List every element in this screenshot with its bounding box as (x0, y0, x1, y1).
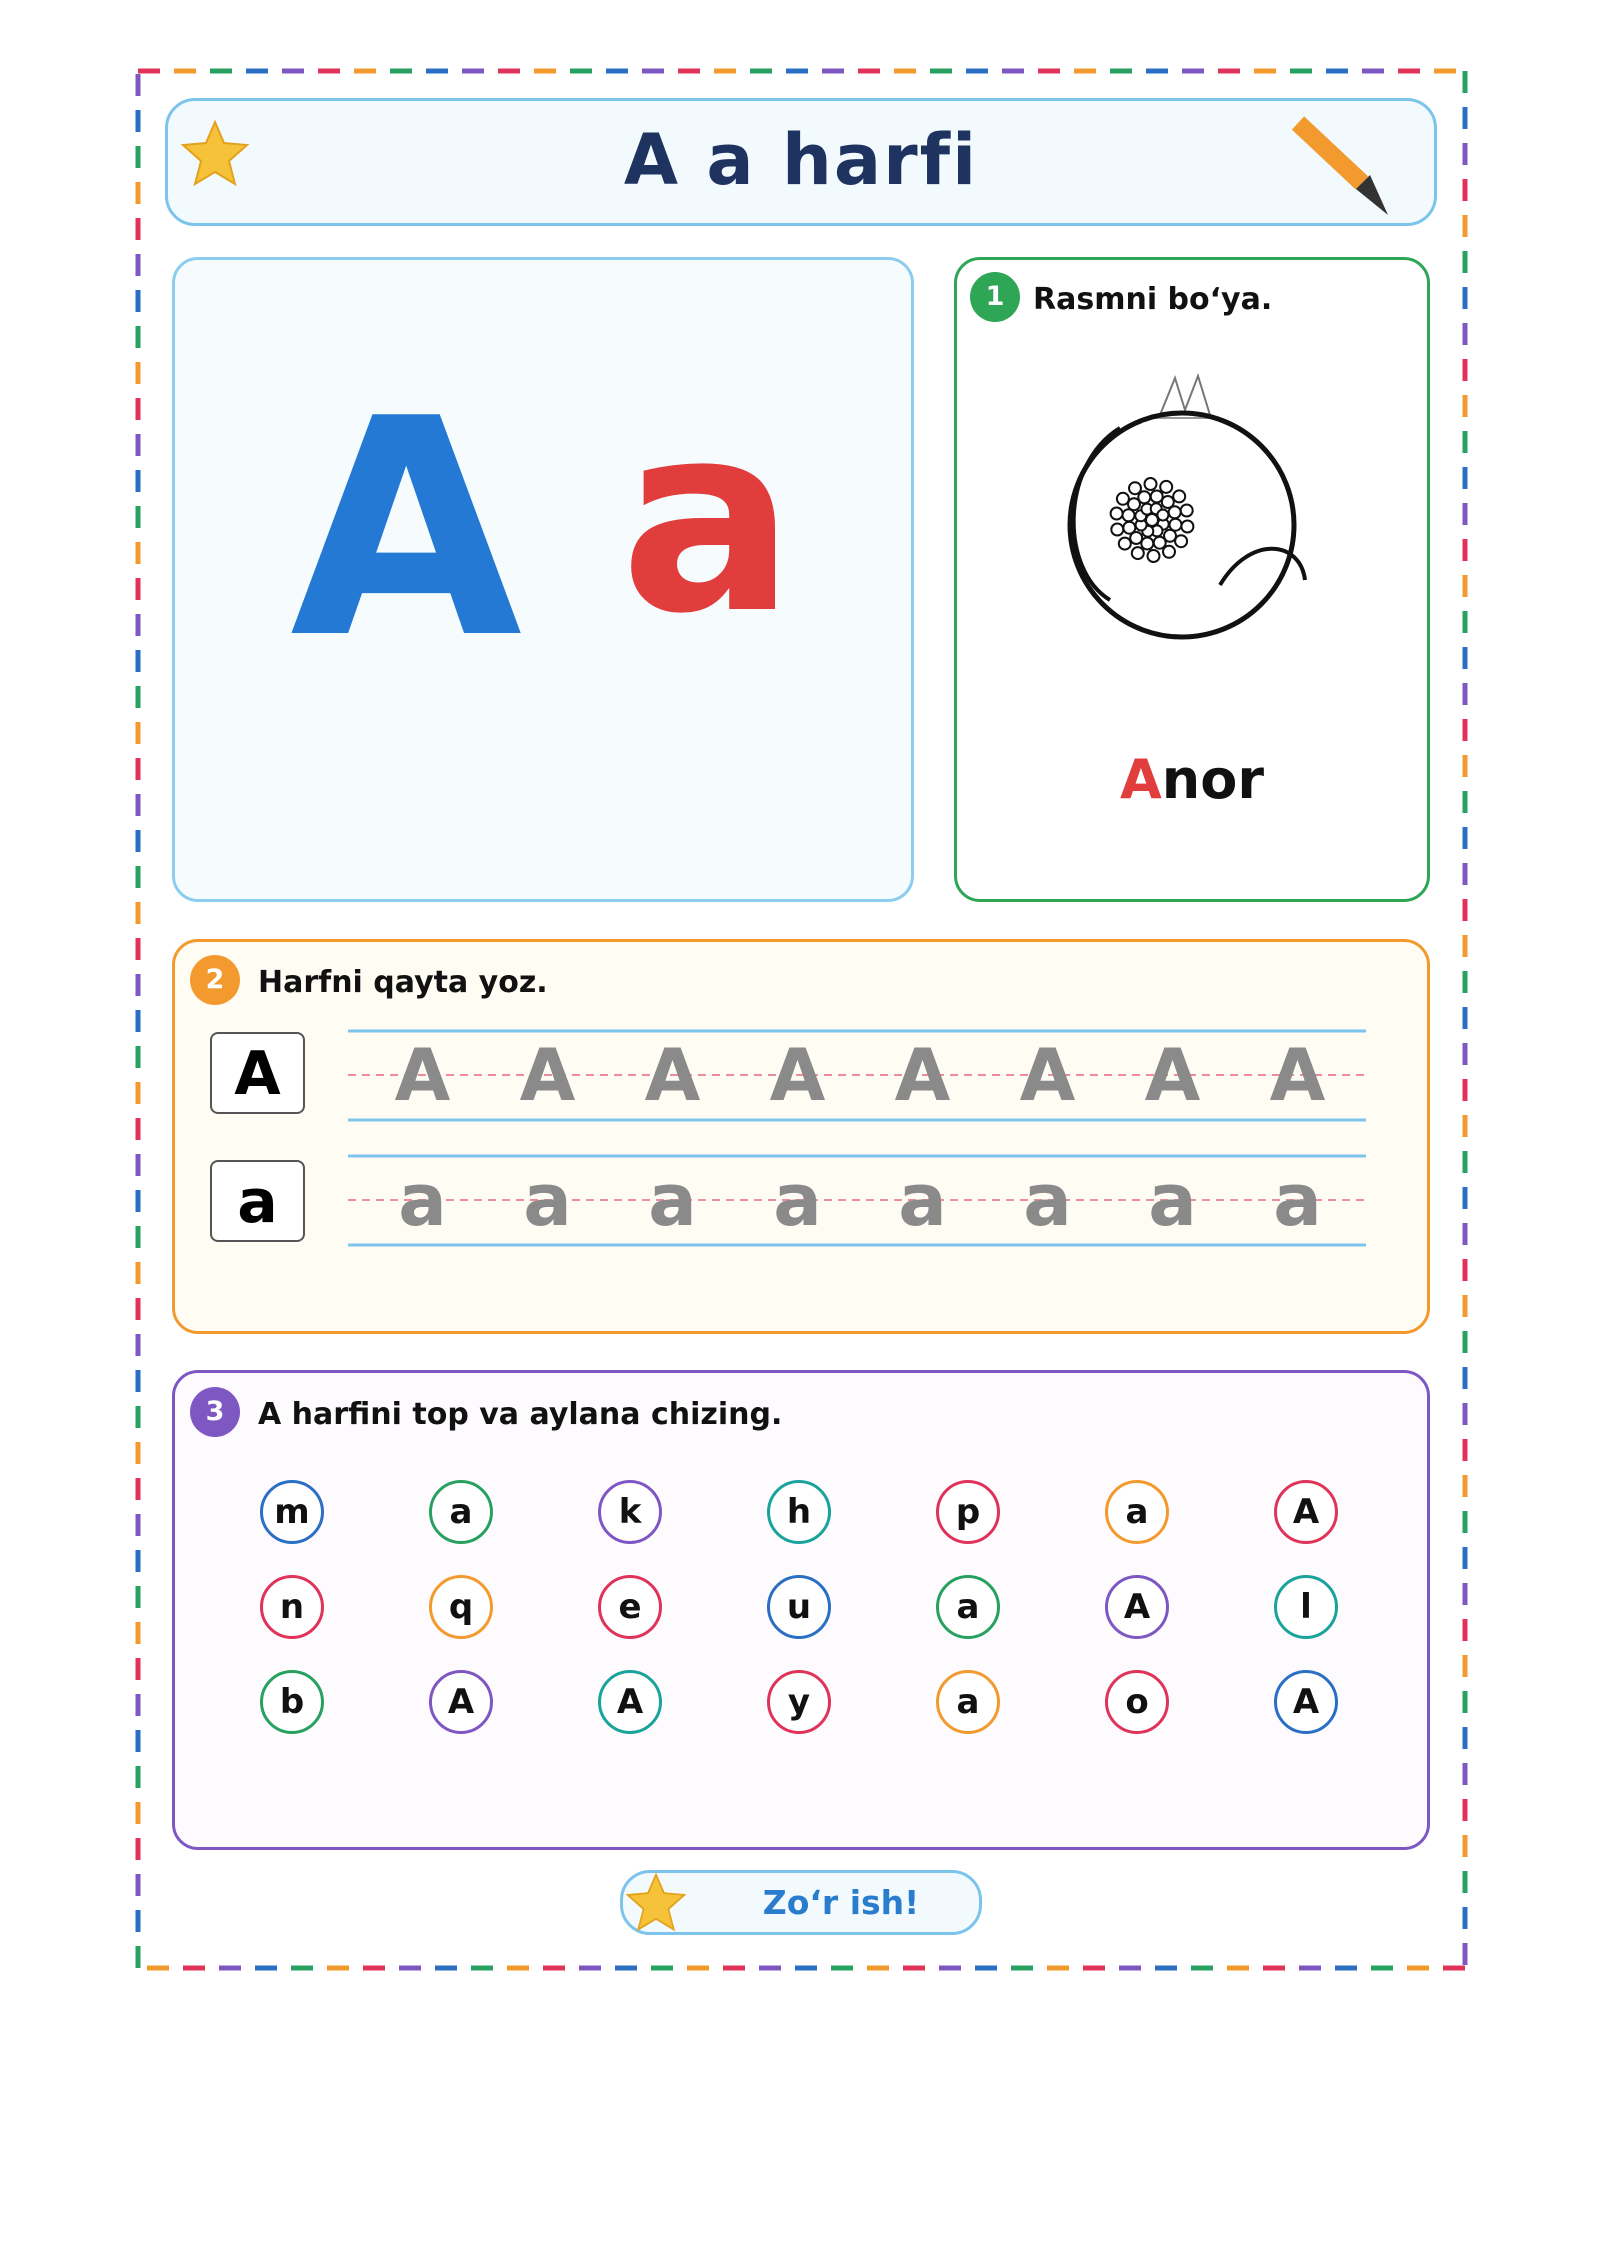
letter-circle[interactable]: y (767, 1670, 831, 1734)
lower-trace-letter: a (398, 1158, 447, 1242)
upper-trace-letter: A (1019, 1033, 1076, 1117)
pencil-icon (1290, 115, 1400, 220)
letter-circle[interactable]: a (936, 1575, 1000, 1639)
upper-trace-letter: A (394, 1033, 451, 1117)
upper-trace-letter: A (644, 1033, 701, 1117)
lower-trace-letter: a (1148, 1158, 1197, 1242)
letter-circle[interactable]: A (1274, 1670, 1338, 1734)
letter-circle[interactable]: q (429, 1575, 493, 1639)
lower-trace-letter: a (773, 1158, 822, 1242)
upper-trace-letter: A (894, 1033, 951, 1117)
task-number-badge: 2 (190, 955, 240, 1005)
task-instruction: Rasmni bo‘ya. (1033, 282, 1273, 317)
letter-circle[interactable]: n (260, 1575, 324, 1639)
pomegranate-outline (1050, 370, 1330, 650)
letter-circle[interactable]: p (936, 1480, 1000, 1544)
lower-trace-letter: a (523, 1158, 572, 1242)
lower-trace-letter: a (1023, 1158, 1072, 1242)
letter-circle[interactable]: a (1105, 1480, 1169, 1544)
upper-trace-letter: A (1144, 1033, 1201, 1117)
task-number-badge: 3 (190, 1387, 240, 1437)
star-icon (625, 1871, 687, 1933)
letters-panel (172, 257, 914, 902)
model-lowercase-letter: a (210, 1160, 305, 1242)
model-uppercase-letter: A (210, 1032, 305, 1114)
letter-circle[interactable]: k (598, 1480, 662, 1544)
word-rest: nor (1161, 748, 1264, 811)
upper-trace-letter: A (769, 1033, 826, 1117)
praise-text: Zo‘r ish! (762, 1883, 920, 1922)
letter-circle[interactable]: A (429, 1670, 493, 1734)
trace-row-uppercase (360, 1025, 1360, 1125)
lower-trace-letter: a (1273, 1158, 1322, 1242)
task-instruction: Harfni qayta yoz. (258, 965, 548, 1000)
upper-trace-letter: A (519, 1033, 576, 1117)
lower-trace-letter: a (648, 1158, 697, 1242)
word-first-letter: A (1120, 748, 1162, 811)
letter-circle[interactable]: h (767, 1480, 831, 1544)
lower-trace-letter: a (898, 1158, 947, 1242)
letter-circle[interactable]: l (1274, 1575, 1338, 1639)
upper-trace-letter: A (1269, 1033, 1326, 1117)
letter-circle[interactable]: b (260, 1670, 324, 1734)
picture-word (954, 745, 1430, 815)
letter-circle[interactable]: a (429, 1480, 493, 1544)
letter-circle[interactable]: a (936, 1670, 1000, 1734)
task-number-badge: 1 (970, 272, 1020, 322)
letter-circle[interactable]: A (598, 1670, 662, 1734)
letter-circle[interactable]: o (1105, 1670, 1169, 1734)
big-lowercase-letter: a (620, 369, 796, 671)
letter-circle[interactable]: A (1274, 1480, 1338, 1544)
letter-circle[interactable]: m (260, 1480, 324, 1544)
big-uppercase-letter: A (290, 355, 523, 704)
letter-circle[interactable]: e (598, 1575, 662, 1639)
trace-row-lowercase (360, 1150, 1360, 1250)
letter-circle[interactable]: A (1105, 1575, 1169, 1639)
letter-circle[interactable]: u (767, 1575, 831, 1639)
task-instruction: A harfini top va aylana chizing. (258, 1397, 783, 1432)
letter-circle-grid (260, 1480, 1360, 1740)
page-title: A a harfi (623, 119, 979, 201)
